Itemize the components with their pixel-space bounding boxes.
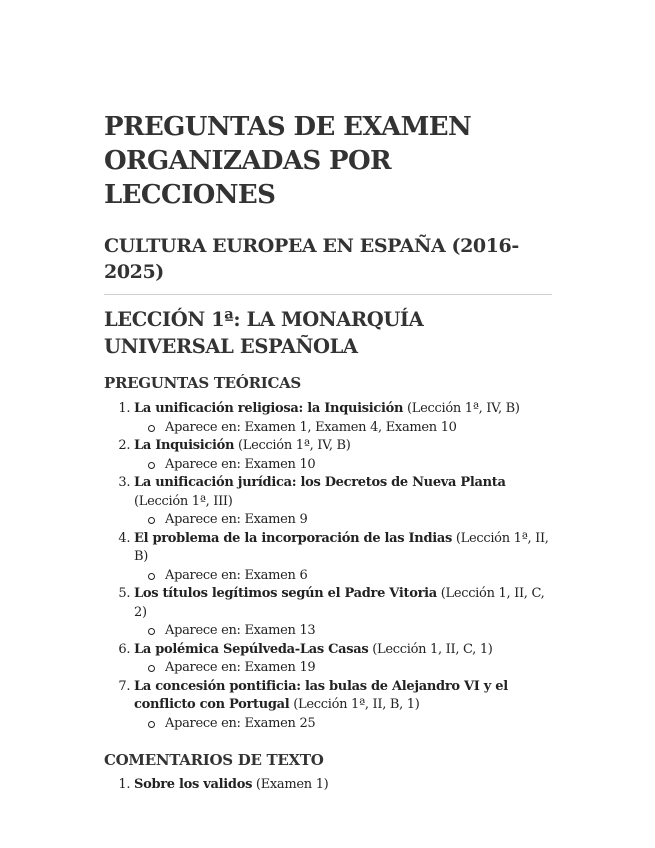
document-title: PREGUNTAS DE EXAMEN ORGANIZADAS POR LECCIONES [104, 112, 472, 210]
list-item [134, 585, 552, 641]
question-title: La concesión pontificia: las bulas de Alejandro VI y el conflicto con Portugal [134, 678, 508, 712]
question-title: La polémica Sepúlveda-Las Casas [134, 641, 369, 657]
appearance-text: Aparece en: Examen 13 [165, 623, 316, 638]
comment-title: Sobre los validos [134, 777, 253, 792]
appearance-item [147, 419, 552, 438]
appearance-text: Aparece en: Examen 6 [165, 567, 308, 583]
question-reference: (Lección 1ª, III) [134, 493, 233, 509]
appearance-item [147, 511, 552, 530]
circle-bullet-icon [148, 517, 155, 524]
question-title: El problema de la incorporación de las Indias [134, 530, 453, 546]
section-divider [104, 294, 552, 295]
question-reference: (Lección 1ª, II, B) [134, 530, 549, 564]
text-comments-heading: COMENTARIOS DE TEXTO [104, 751, 324, 769]
circle-bullet-icon [148, 665, 155, 672]
question-title: La unificación religiosa: la Inquisición [134, 401, 404, 416]
question-reference: (Lección 1ª, II, B, 1) [289, 697, 420, 712]
circle-bullet-icon [148, 628, 155, 635]
appearance-item [147, 456, 552, 475]
appearance-item [147, 659, 552, 678]
question-title: La unificación jurídica: los Decretos de Nueva Planta [134, 475, 506, 490]
theory-questions-heading: PREGUNTAS TEÓRICAS [104, 374, 301, 392]
circle-bullet-icon [148, 573, 155, 580]
appearance-text: Aparece en: Examen 1, Examen 4, Examen 10 [165, 419, 457, 435]
list-item [134, 437, 552, 474]
question-reference: (Lección 1ª, IV, B) [234, 438, 351, 453]
appearance-text: Aparece en: Examen 25 [165, 715, 316, 731]
list-item [134, 530, 552, 586]
appearance-item [147, 715, 552, 734]
question-reference: (Lección 1, II, C, 2) [134, 586, 545, 620]
appearance-item [147, 567, 552, 586]
question-reference: (Lección 1, II, C, 1) [368, 641, 493, 657]
question-reference: (Lección 1ª, IV, B) [403, 401, 520, 416]
appearance-item [147, 622, 552, 641]
circle-bullet-icon [148, 462, 155, 469]
question-title: Los títulos legítimos según el Padre Vitoria [134, 586, 437, 601]
appearance-text: Aparece en: Examen 10 [165, 456, 316, 472]
list-item [134, 678, 552, 734]
list-item [134, 776, 552, 795]
list-item [134, 641, 552, 678]
theory-questions-list [104, 400, 552, 733]
text-comments-list [104, 776, 552, 795]
document-subtitle: CULTURA EUROPEA EN ESPAÑA (2016-2025) [104, 235, 519, 283]
circle-bullet-icon [148, 425, 155, 432]
comment-reference: (Examen 1) [252, 777, 329, 792]
list-item [134, 474, 552, 530]
appearance-text: Aparece en: Examen 9 [165, 512, 308, 527]
circle-bullet-icon [148, 721, 155, 728]
question-title: La Inquisición [134, 438, 235, 453]
lesson-title: LECCIÓN 1ª: LA MONARQUÍA UNIVERSAL ESPAÑOLA [104, 308, 424, 358]
appearance-text: Aparece en: Examen 19 [165, 660, 316, 675]
list-item [134, 400, 552, 437]
